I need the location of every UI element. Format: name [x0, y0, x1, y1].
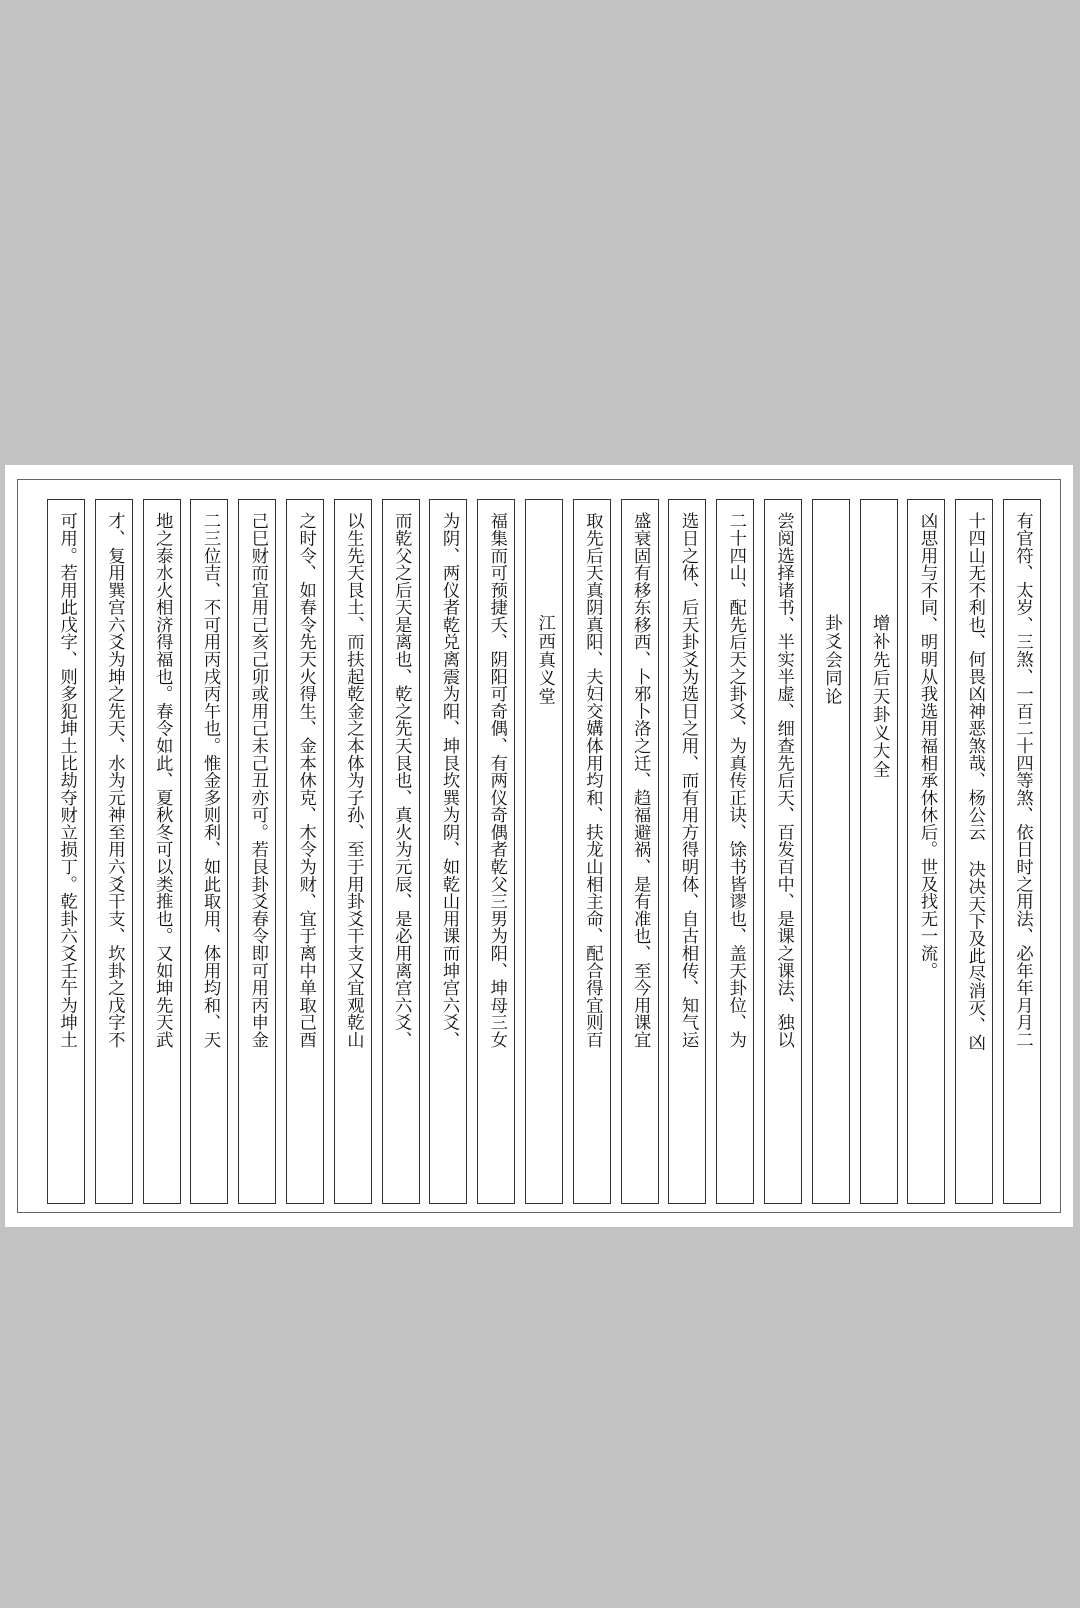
column-3 — [907, 499, 945, 1204]
column-text: 才、复用巽宫六爻为坤之先天、水为元神至用六爻干支、坎卦之戊字不 — [104, 512, 125, 1048]
column-text: 有官符、太岁、三煞、一百二十四等煞、依日时之用法、必年年月月二 — [1012, 512, 1033, 1048]
book-title-column — [860, 499, 898, 1204]
book-title: 增补先后天卦义大全 — [869, 614, 890, 779]
column-1 — [1003, 499, 1041, 1204]
column-18 — [190, 499, 228, 1204]
publisher-name: 江西真义堂 — [534, 614, 555, 706]
column-text: 凶思用与不同、明明从我选用福相承休休后。世及找无一流。 — [916, 512, 937, 979]
chapter-title-column — [812, 499, 850, 1204]
column-text: 十四山无不利也、何畏凶神恶煞哉、杨公云 决决天下及此尽消灭、凶 — [964, 512, 985, 1051]
publisher-column — [525, 499, 563, 1204]
book-page — [5, 465, 1073, 1227]
column-text: 选日之体、后天卦爻为选日之用、而有用方得明体、自古相传、知气运 — [678, 512, 698, 1048]
column-6 — [764, 499, 802, 1204]
column-13 — [429, 499, 467, 1204]
column-text: 取先后天真阴真阳、夫妇交媾体用均和、扶龙山相主命、配合得宜则百 — [582, 512, 603, 1048]
column-21 — [47, 499, 85, 1204]
column-text: 二十四山、配先后天之卦爻、为真传正诀、馀书皆谬也、盖天卦位、为 — [725, 512, 746, 1048]
column-text: 尝阅选择诸书、半实半虚、细查先后天、百发百中、是课之课法、独以 — [773, 512, 794, 1048]
column-text: 之时令、如春令先天火得生、金本休克、木令为财、宜于离中单取己酉 — [295, 512, 316, 1048]
column-8 — [668, 499, 706, 1204]
column-7 — [716, 499, 754, 1204]
column-text: 二三位吉、不可用丙戌丙午也。惟金多则利、如此取用、体用均和、天 — [200, 512, 221, 1048]
column-19 — [143, 499, 181, 1204]
column-2 — [955, 499, 993, 1204]
column-text: 为阴、两仪者乾兑离震为阳、坤艮坎巽为阴、如乾山用课而坤宫六爻、 — [439, 512, 460, 1048]
column-text: 己巳财而宜用己亥己卯或用己未己丑亦可。若艮卦爻春令即可用丙申金 — [247, 512, 268, 1048]
column-12 — [477, 499, 515, 1204]
column-14 — [382, 499, 420, 1204]
column-10 — [573, 499, 611, 1204]
column-text: 可用。若用此戊字、则多犯坤土比劫夺财立损丁。乾卦六爻壬午为坤土 — [56, 512, 77, 1048]
column-9 — [621, 499, 659, 1204]
column-text: 而乾父之后天是离也、乾之先天艮也、真火为元辰、是必用离宫六爻、 — [391, 512, 412, 1048]
column-text: 以生先天艮土、而扶起乾金之本体为子孙、至于用卦爻干支又宜观乾山 — [343, 512, 364, 1048]
column-text: 福集而可预捷夭、阴阳可奇偶、有两仪奇偶者乾父三男为阳、坤母三女 — [486, 512, 507, 1048]
column-text: 盛衰固有移东移西、卜邪卜洛之迁、趋福避祸、是有准也、至今用课宜 — [630, 512, 651, 1048]
column-20 — [95, 499, 133, 1204]
column-15 — [334, 499, 372, 1204]
column-text: 地之泰水火相济得福也。春令如此、夏秋冬可以类推也。又如坤先天武 — [152, 512, 173, 1048]
chapter-title: 卦爻会同论 — [821, 614, 842, 706]
text-columns — [47, 499, 1041, 1204]
column-17 — [238, 499, 276, 1204]
column-16 — [286, 499, 324, 1204]
